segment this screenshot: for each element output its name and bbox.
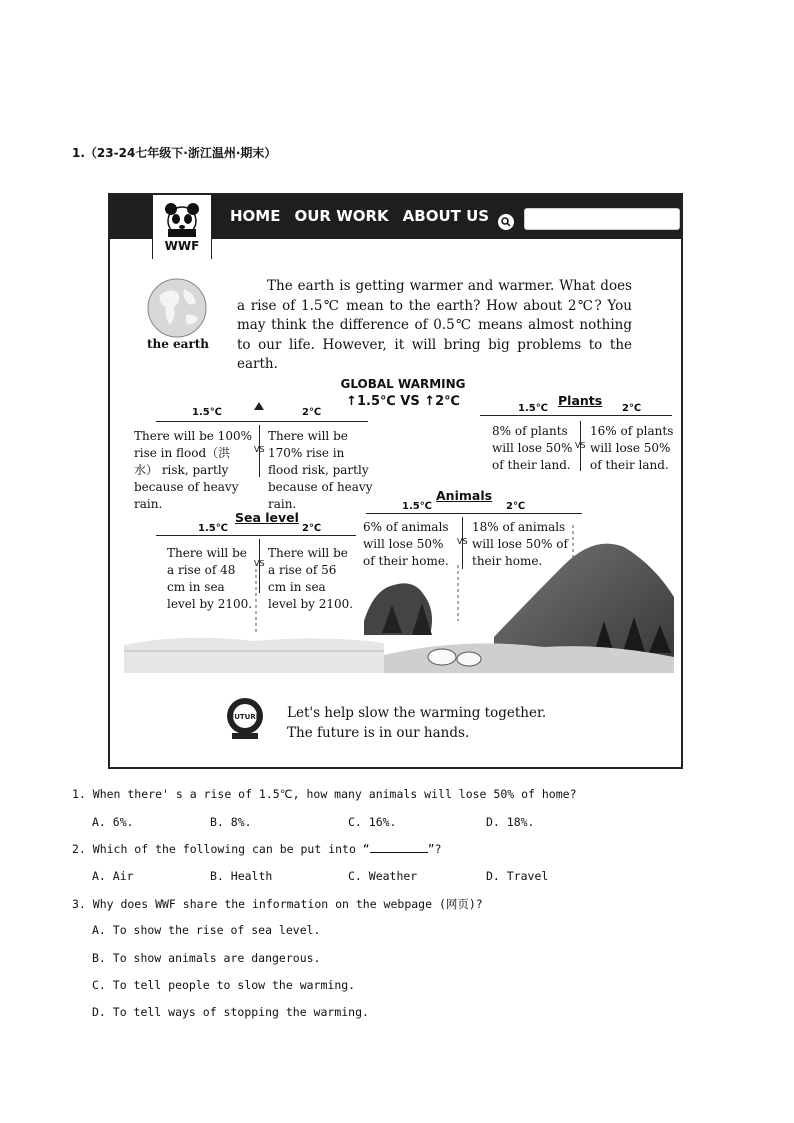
plants-divider bbox=[480, 415, 672, 416]
animals-title: Animals bbox=[436, 488, 493, 503]
question-source: 1.（23-24七年级下·浙江温州·期末） bbox=[72, 146, 277, 160]
animals-divider bbox=[366, 513, 582, 514]
plants-title: Plants bbox=[558, 393, 603, 408]
future-badge-icon bbox=[222, 695, 268, 741]
gw-subtitle: ↑1.5℃ VS ↑2℃ bbox=[346, 394, 460, 409]
sea-vs: VS bbox=[254, 559, 265, 568]
earth-globe-icon bbox=[146, 277, 208, 339]
gw-title-text: GLOBAL WARMING bbox=[340, 377, 466, 391]
nav-about-us[interactable]: ABOUT US bbox=[402, 207, 490, 225]
flood-col-high: 2℃ bbox=[302, 407, 322, 418]
intro-paragraph: The earth is getting warmer and warmer. What does a rise of 1.5℃ mean to the earth? How about 2℃? You may think the difference of 0.5℃ means almost nothing to our life. However, it will bring big problems to the earth. bbox=[237, 278, 632, 372]
nav-links bbox=[230, 207, 489, 225]
plants-vs: VS bbox=[575, 441, 586, 450]
q3-option-c[interactable]: C. To tell people to slow the warming. bbox=[92, 978, 356, 992]
slogan-line-1: Let's help slow the warming together. bbox=[287, 705, 547, 721]
q1-option-a[interactable]: A. 6%. bbox=[92, 815, 134, 829]
animals-low-text: 6% of animals will lose 50% of their home. bbox=[363, 520, 449, 568]
sea-low-text: There will be a rise of 48 cm in sea level by 2100. bbox=[167, 546, 253, 611]
flood-col-low: 1.5℃ bbox=[192, 407, 222, 418]
q1-option-d[interactable]: D. 18%. bbox=[486, 815, 535, 829]
q2-stem-before: 2. Which of the following can be put into “ bbox=[72, 842, 370, 856]
flood-vs: VS bbox=[254, 445, 265, 454]
global-warming-title bbox=[318, 375, 488, 411]
q3-option-d[interactable]: D. To tell ways of stopping the warming. bbox=[92, 1005, 369, 1019]
nav-home[interactable]: HOME bbox=[230, 207, 281, 225]
animals-high-text: 18% of animals will lose 50% of their home. bbox=[472, 520, 568, 568]
q2-option-d[interactable]: D. Travel bbox=[486, 869, 549, 883]
flood-marker-icon bbox=[254, 402, 264, 410]
q2-option-b[interactable]: B. Health bbox=[210, 869, 273, 883]
q1-option-c[interactable]: C. 16%. bbox=[348, 815, 397, 829]
q2-blank bbox=[370, 842, 428, 853]
question-1-stem: 1. When there' s a rise of 1.5℃, how many animals will lose 50% of home? bbox=[72, 787, 577, 801]
plants-col-high: 2℃ bbox=[622, 403, 642, 414]
slogan-line-2: The future is in our hands. bbox=[287, 725, 470, 741]
nav-our-work[interactable]: OUR WORK bbox=[294, 207, 389, 225]
q2-option-c[interactable]: C. Weather bbox=[348, 869, 418, 883]
search-icon bbox=[501, 217, 511, 227]
wwf-webpage-figure bbox=[108, 193, 683, 769]
animals-vs: VS bbox=[457, 537, 468, 546]
plants-high-text: 16% of plants will lose 50% of their land. bbox=[590, 424, 674, 472]
animals-col-low: 1.5℃ bbox=[402, 501, 432, 512]
q3-option-a[interactable]: A. To show the rise of sea level. bbox=[92, 923, 321, 937]
question-3-stem: 3. Why does WWF share the information on the webpage (网页)? bbox=[72, 897, 483, 911]
flood-divider bbox=[156, 421, 368, 422]
sea-col-high: 2℃ bbox=[302, 523, 322, 534]
sea-col-low: 1.5℃ bbox=[198, 523, 228, 534]
flood-low-text: There will be 100% rise in flood（洪水） risk, partly because of heavy rain. bbox=[134, 429, 252, 511]
badge-text: FUTURE bbox=[229, 713, 261, 721]
q2-option-a[interactable]: A. Air bbox=[92, 869, 134, 883]
sea-high-text: There will be a rise of 56 cm in sea level by 2100. bbox=[268, 546, 354, 611]
animals-col-high: 2℃ bbox=[506, 501, 526, 512]
landscape-illustration bbox=[124, 525, 674, 685]
plants-col-low: 1.5℃ bbox=[518, 403, 548, 414]
question-2-stem bbox=[72, 842, 442, 856]
search-button[interactable] bbox=[498, 214, 514, 230]
plants-low-text: 8% of plants will lose 50% of their land. bbox=[492, 424, 573, 472]
search-input[interactable] bbox=[524, 208, 680, 230]
panda-icon bbox=[162, 199, 202, 239]
q3-option-b[interactable]: B. To show animals are dangerous. bbox=[92, 951, 321, 965]
q1-option-b[interactable]: B. 8%. bbox=[210, 815, 252, 829]
q2-stem-after: ”? bbox=[427, 842, 442, 856]
earth-label: the earth bbox=[146, 337, 210, 351]
wwf-logo[interactable] bbox=[152, 195, 212, 259]
sea-level-title: Sea level bbox=[235, 510, 299, 525]
slogan bbox=[287, 703, 546, 743]
logo-text: WWF bbox=[164, 239, 200, 253]
flood-high-text: There will be 170% rise in flood risk, partly because of heavy rain. bbox=[268, 429, 373, 511]
